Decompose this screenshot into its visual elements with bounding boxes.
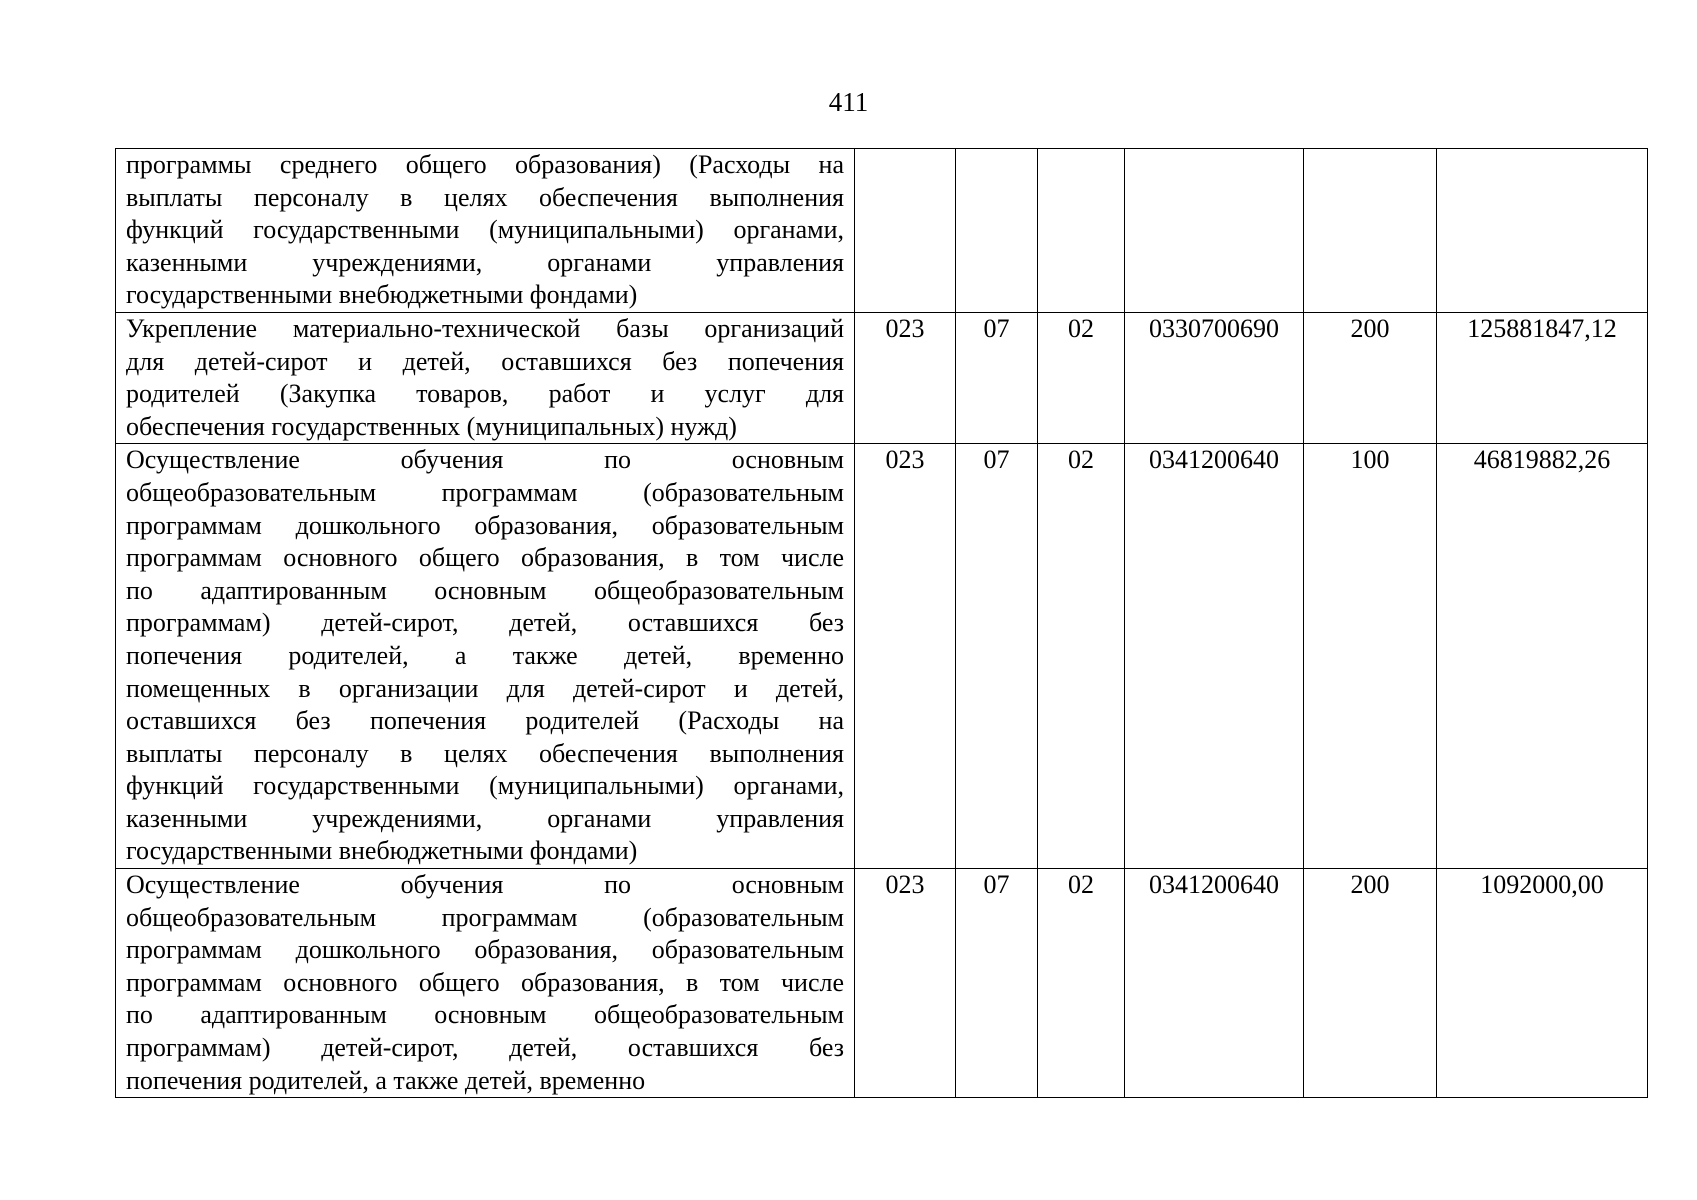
row-description (116, 869, 855, 1098)
amount-cell: 46819882,26 (1437, 444, 1648, 869)
target-article-cell (1125, 149, 1304, 313)
expense-type-cell: 200 (1304, 869, 1437, 1098)
amount-cell: 1092000,00 (1437, 869, 1648, 1098)
expense-type-cell (1304, 149, 1437, 313)
row-description (116, 312, 855, 443)
description-line: выплаты персоналу в целях обеспечения выполнения (126, 738, 844, 768)
description-line: по адаптированным основным общеобразовательным (126, 1000, 844, 1030)
description-line: обеспечения государственных (муниципальных) нужд) (126, 411, 737, 441)
subsection-code-cell: 02 (1038, 312, 1125, 443)
description-line: программам) детей-сирот, детей, оставшихся без (126, 1033, 844, 1063)
description-line: попечения родителей, а также детей, временно (126, 640, 844, 670)
description-line: общеобразовательным программам (образовательным (126, 477, 844, 507)
description-line: программам дошкольного образования, образовательным (126, 935, 844, 965)
subsection-code-cell: 02 (1038, 869, 1125, 1098)
description-line: по адаптированным основным общеобразовательным (126, 575, 844, 605)
description-line: Укрепление материально-технической базы организаций (126, 313, 844, 343)
description-line: функций государственными (муниципальными) органами, (126, 771, 844, 801)
section-code-cell: 07 (956, 444, 1038, 869)
section-code-cell: 07 (956, 869, 1038, 1098)
ministry-code-cell: 023 (855, 869, 956, 1098)
description-line: государственными внебюджетными фондами) (126, 836, 638, 866)
target-article-cell: 0330700690 (1125, 312, 1304, 443)
table-row (116, 444, 1648, 869)
target-article-cell: 0341200640 (1125, 444, 1304, 869)
table-row (116, 149, 1648, 313)
row-description (116, 444, 855, 869)
amount-cell (1437, 149, 1648, 313)
description-line: программы среднего общего образования) (Расходы на (126, 150, 844, 179)
subsection-code-cell (1038, 149, 1125, 313)
budget-table (115, 148, 1648, 1098)
ministry-code-cell (855, 149, 956, 313)
ministry-code-cell: 023 (855, 444, 956, 869)
description-line: программам дошкольного образования, образовательным (126, 510, 844, 540)
section-code-cell: 07 (956, 312, 1038, 443)
description-line: функций государственными (муниципальными) органами, (126, 215, 844, 245)
table-body (116, 149, 1648, 1098)
description-line: программам основного общего образования, в том числе (126, 967, 844, 997)
description-line: казенными учреждениями, органами управления (126, 247, 844, 277)
description-line: для детей-сирот и детей, оставшихся без попечения (126, 346, 844, 376)
description-line: программам) детей-сирот, детей, оставшихся без (126, 608, 844, 638)
amount-cell: 125881847,12 (1437, 312, 1648, 443)
description-line: родителей (Закупка товаров, работ и услуг для (126, 379, 844, 409)
expense-type-cell: 100 (1304, 444, 1437, 869)
target-article-cell: 0341200640 (1125, 869, 1304, 1098)
page-number: 411 (828, 87, 869, 117)
ministry-code-cell: 023 (855, 312, 956, 443)
description-line: казенными учреждениями, органами управления (126, 803, 844, 833)
description-line: выплаты персоналу в целях обеспечения выполнения (126, 182, 844, 212)
description-line: Осуществление обучения по основным (126, 870, 844, 900)
description-line: Осуществление обучения по основным (126, 445, 844, 475)
description-line: государственными внебюджетными фондами) (126, 280, 638, 310)
description-line: попечения родителей, а также детей, временно (126, 1065, 646, 1095)
table-row (116, 869, 1648, 1098)
expense-type-cell: 200 (1304, 312, 1437, 443)
description-line: программам основного общего образования, в том числе (126, 543, 844, 573)
table-row (116, 312, 1648, 443)
row-description (116, 149, 855, 313)
subsection-code-cell: 02 (1038, 444, 1125, 869)
description-line: оставшихся без попечения родителей (Расходы на (126, 706, 844, 736)
section-code-cell (956, 149, 1038, 313)
description-line: общеобразовательным программам (образовательным (126, 902, 844, 932)
description-line: помещенных в организации для детей-сирот и детей, (126, 673, 844, 703)
